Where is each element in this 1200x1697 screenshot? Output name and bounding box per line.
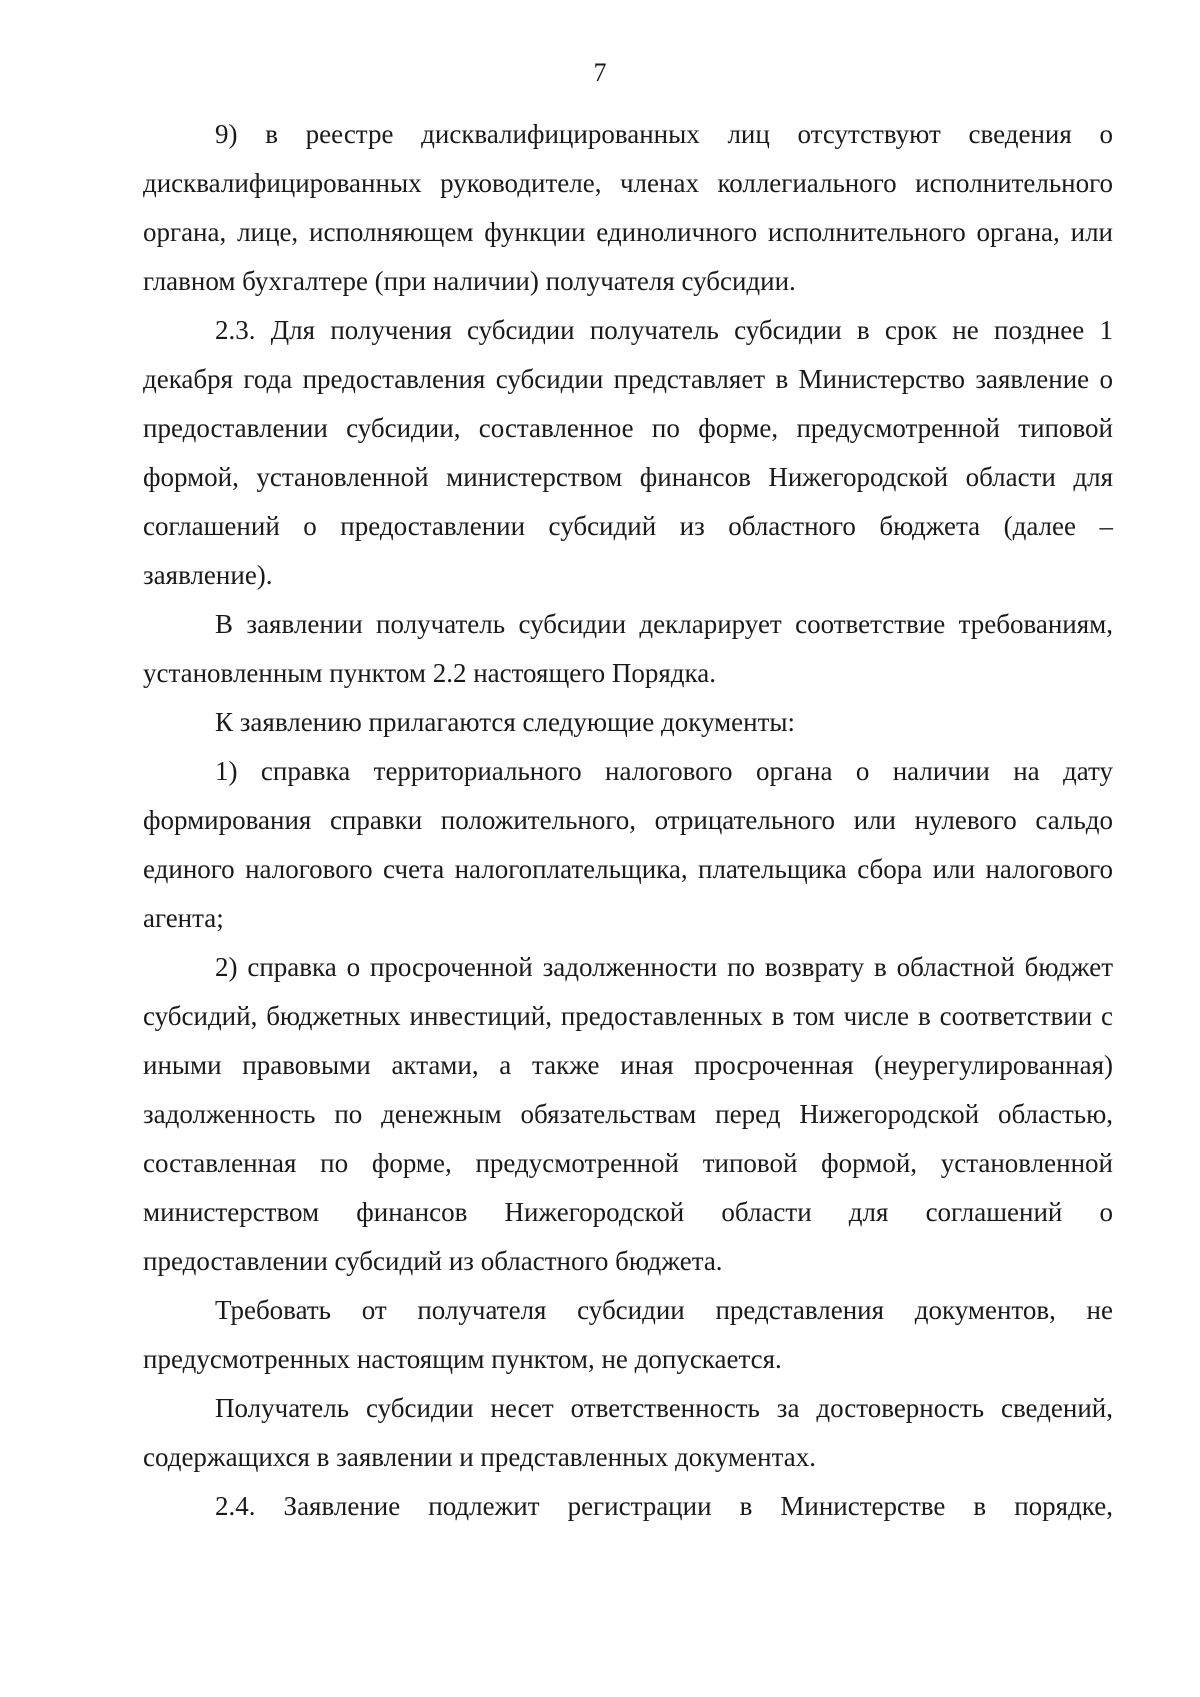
paragraph-item-9: 9) в реестре дисквалифицированных лиц отсутствуют сведения о дисквалифицированных руководителе, членах коллегиального исполнительного органа, лице, исполняющем функции единоличного исполнительного органа, или главном бухгалтере (при наличии) получателя субсидии. <box>143 119 1113 296</box>
paragraph-responsibility: Получатель субсидии несет ответственность за достоверность сведений, содержащихся в заявлении и представленных документах. <box>143 1393 1113 1472</box>
paragraph-section-2-4: 2.4. Заявление подлежит регистрации в Министерстве в порядке, <box>215 1491 1113 1521</box>
paragraph-attachments-intro: К заявлению прилагаются следующие документы: <box>215 707 796 737</box>
page-number: 7 <box>593 58 607 87</box>
document-body <box>143 110 1113 1531</box>
paragraph-attachment-1: 1) справка территориального налогового органа о наличии на дату формирования справки положительного, отрицательного или нулевого сальдо единого налогового счета налогоплательщика, плательщика сбора или налогового агента; <box>143 756 1113 933</box>
paragraph-attachment-2: 2) справка о просроченной задолженности по возврату в областной бюджет субсидий, бюджетных инвестиций, предоставленных в том числе в соответствии с иными правовыми актами, а также иная просроченная (неурегулированная) задолженность по денежным обязательствам перед Нижегородской областью, составленная по форме, предусмотренной типовой формой, установленной министерством финансов Нижегородской области для соглашений о предоставлении субсидий из областного бюджета. <box>143 952 1113 1276</box>
paragraph-declaration: В заявлении получатель субсидии декларирует соответствие требованиям, установленным пунктом 2.2 настоящего Порядка. <box>143 609 1113 688</box>
paragraph-no-extra-documents: Требовать от получателя субсидии представления документов, не предусмотренных настоящим пунктом, не допускается. <box>143 1295 1113 1374</box>
paragraph-section-2-3: 2.3. Для получения субсидии получатель субсидии в срок не позднее 1 декабря года предоставления субсидии представляет в Министерство заявление о предоставлении субсидии, составленное по форме, предусмотренной типовой формой, установленной министерством финансов Нижегородской области для соглашений о предоставлении субсидий из областного бюджета (далее – заявление). <box>143 315 1113 590</box>
